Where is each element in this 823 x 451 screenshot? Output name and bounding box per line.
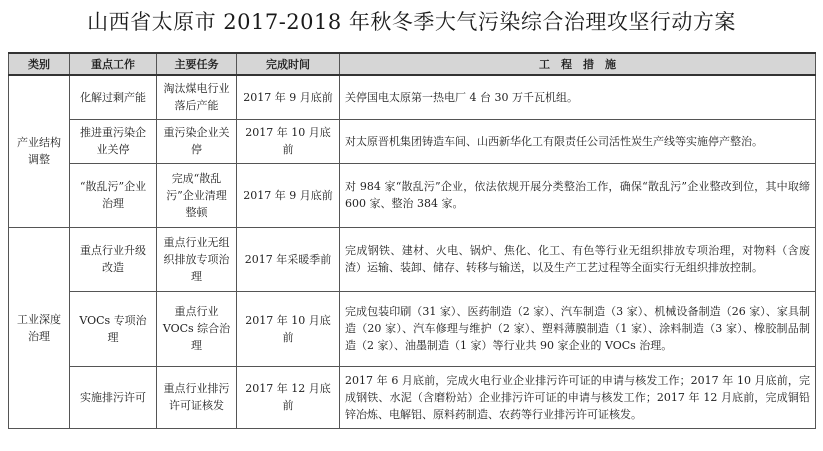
deadline-cell: 2017 年采暖季前: [237, 227, 340, 291]
measures-cell: 对太原晋机集团铸造车间、山西新华化工有限责任公司活性炭生产线等实施停产整治。: [340, 119, 816, 163]
table-body: [9, 75, 816, 428]
measures-cell: 完成包装印刷（31 家）、医药制造（2 家）、汽车制造（3 家）、机械设备制造（26 家）、家具制造（20 家）、汽车修理与维护（2 家）、塑料薄膜制造（1 家）、涂料制造（3 家）、橡胶制品制造（2 家）、油墨制造（1 家）等行业共 90 家企业的 VOCs 治理。: [340, 291, 816, 366]
header-category: 类别: [9, 53, 70, 75]
table-row: [9, 366, 816, 428]
main-task-cell: 淘汰煤电行业落后产能: [157, 75, 237, 119]
measures-cell: 完成钢铁、建材、火电、锅炉、焦化、化工、有色等行业无组织排放专项治理，对物料（含废渣）运输、装卸、储存、转移与输送，以及生产工艺过程等全面实行无组织排放控制。: [340, 227, 816, 291]
measures-cell: 对 984 家“散乱污”企业，依法依规开展分类整治工作，确保“散乱污”企业整改到位，其中取缔 600 家、整治 384 家。: [340, 163, 816, 227]
header-main-task: 主要任务: [157, 53, 237, 75]
main-task-cell: 重污染企业关停: [157, 119, 237, 163]
header-deadline: 完成时间: [237, 53, 340, 75]
table-row: [9, 291, 816, 366]
key-work-cell: 化解过剩产能: [70, 75, 157, 119]
table-row: [9, 119, 816, 163]
deadline-cell: 2017 年 9 月底前: [237, 75, 340, 119]
main-task-cell: 重点行业排污许可证核发: [157, 366, 237, 428]
header-measures: 工 程 措 施: [340, 53, 816, 75]
key-work-cell: 推进重污染企业关停: [70, 119, 157, 163]
key-work-cell: “散乱污”企业治理: [70, 163, 157, 227]
key-work-cell: 重点行业升级改造: [70, 227, 157, 291]
table-row: [9, 163, 816, 227]
main-task-cell: 完成“散乱污”企业清理整顿: [157, 163, 237, 227]
table-row: [9, 227, 816, 291]
measures-cell: 2017 年 6 月底前，完成火电行业企业排污许可证的申请与核发工作；2017 年 10 月底前，完成钢铁、水泥（含磨粉站）企业排污许可证的申请与核发工作；2017 年 12 月底前，完成铜铅锌冶炼、电解铝、原料药制造、农药等行业排污许可证核发。: [340, 366, 816, 428]
deadline-cell: 2017 年 9 月底前: [237, 163, 340, 227]
table-row: [9, 75, 816, 119]
main-task-cell: 重点行业 VOCs 综合治理: [157, 291, 237, 366]
main-task-cell: 重点行业无组织排放专项治理: [157, 227, 237, 291]
category-cell: 工业深度治理: [9, 227, 70, 428]
measures-cell: 关停国电太原第一热电厂 4 台 30 万千瓦机组。: [340, 75, 816, 119]
action-plan-table: [8, 52, 816, 429]
header-key-work: 重点工作: [70, 53, 157, 75]
header-row: [9, 53, 816, 75]
table-header: [9, 53, 816, 75]
key-work-cell: VOCs 专项治理: [70, 291, 157, 366]
document-title: 山西省太原市 2017-2018 年秋冬季大气污染综合治理攻坚行动方案: [87, 10, 736, 34]
deadline-cell: 2017 年 12 月底前: [237, 366, 340, 428]
key-work-cell: 实施排污许可: [70, 366, 157, 428]
deadline-cell: 2017 年 10 月底前: [237, 119, 340, 163]
category-cell: 产业结构调整: [9, 75, 70, 227]
deadline-cell: 2017 年 10 月底前: [237, 291, 340, 366]
